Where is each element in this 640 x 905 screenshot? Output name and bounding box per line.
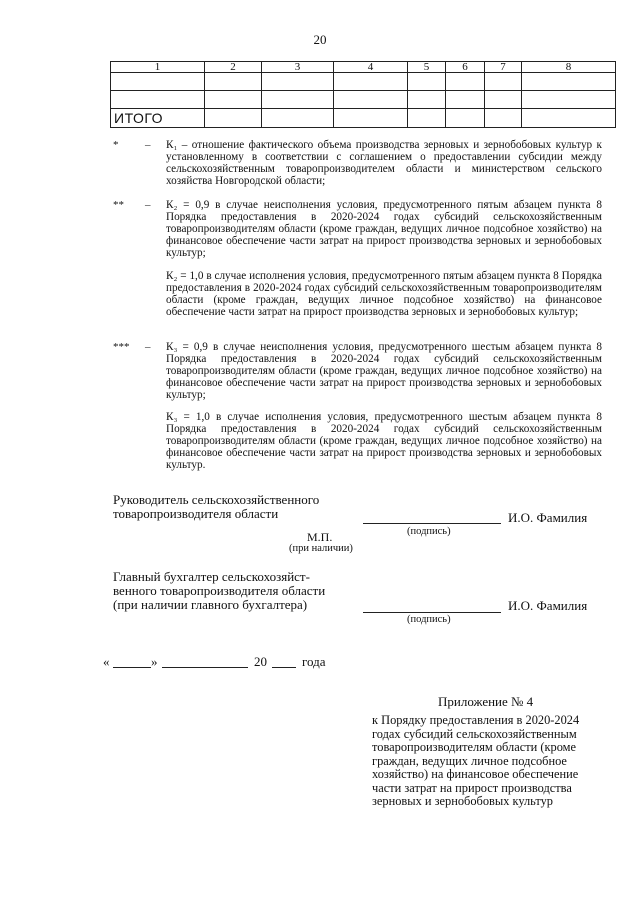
date-year-prefix: 20 (254, 654, 267, 669)
head-signature-line (363, 523, 501, 524)
head-signature-caption: (подпись) (407, 526, 451, 537)
column-header: 8 (522, 62, 616, 73)
stamp-note: (при наличии) (289, 543, 353, 554)
date-day-blank (113, 667, 151, 668)
appendix-title: Приложение № 4 (438, 694, 534, 709)
date-year-suffix: года (302, 654, 326, 669)
head-title: Руководитель сельскохозяйственного товаропроизводителя области (113, 492, 320, 521)
data-table (110, 61, 616, 128)
appendix-body: к Порядку предоставления в 2020-2024 годах субсидий сельскохозяйственным товаропроизводителям области (кроме граждан, ведущих личное подсобное хозяйство) на финансовое обеспечение части затрат на прирост производства зерновых и зернобобовых культур (372, 713, 580, 808)
total-label: ИТОГО (111, 109, 205, 128)
footnote-text: К₂ = 1,0 в случае исполнения условия, предусмотренного пятым абзацем пункта 8 Порядка предоставления в 2020-2024 годах субсидий сельскохозяйственным товаропроизводителям области (кроме граждан, ведущих личное подсобное хозяйство) на финансовое обеспечение части затрат на прирост производства зерновых и зернобобовых культур; (166, 270, 602, 318)
column-header: 7 (485, 62, 522, 73)
footnote-dash: – (145, 199, 151, 211)
footnote-text: К₁ – отношение фактического объема производства зерновых и зернобобовых культур к установленному в соответствии с соглашением о предоставлении субсидии между сельскохозяйственным товаропроизводителем области и министерством сельского хозяйства Новгородской области; (166, 139, 602, 187)
footnote-text: К₃ = 1,0 в случае исполнения условия, предусмотренного шестым абзацем пункта 8 Порядка предоставления в 2020-2024 годах субсидий сельскохозяйственным товаропроизводителям области (кроме граждан, ведущих личное подсобное хозяйство) на финансовое обеспечение части затрат на прирост производства зерновых и зернобобовых культур. (166, 411, 602, 471)
table-header-row (111, 62, 616, 73)
column-header: 5 (408, 62, 446, 73)
footnote-mark: * (113, 139, 119, 151)
accountant-signature-line (363, 612, 501, 613)
accountant-title: Главный бухгалтер сельскохозяйст- венного товаропроизводителя области (при наличии главного бухгалтера) (113, 569, 326, 612)
column-header: 3 (262, 62, 334, 73)
footnote-dash: – (145, 341, 151, 353)
column-header: 1 (111, 62, 205, 73)
date-month-blank (162, 667, 248, 668)
table-row (111, 91, 616, 109)
table-row (111, 73, 616, 91)
footnote-mark: *** (113, 341, 130, 353)
date-close-quote: » (151, 654, 158, 669)
accountant-name: И.О. Фамилия (508, 598, 588, 613)
column-header: 4 (334, 62, 408, 73)
footnote-text: К₃ = 0,9 в случае неисполнения условия, предусмотренного шестым абзацем пункта 8 Порядка предоставления в 2020-2024 годах субсидий сельскохозяйственным товаропроизводителям области (кроме граждан, ведущих личное подсобное хозяйство) на финансовое обеспечение части затрат на прирост производства зерновых и зернобобовых культур; (166, 341, 602, 401)
column-header: 2 (205, 62, 262, 73)
footnote-mark: ** (113, 199, 124, 211)
table-total-row (111, 109, 616, 128)
column-header: 6 (446, 62, 485, 73)
date-open-quote: « (103, 654, 110, 669)
footnote-dash: – (145, 139, 151, 151)
stamp-label: М.П. (307, 530, 333, 544)
date-year-blank (272, 667, 296, 668)
accountant-signature-caption: (подпись) (407, 614, 451, 625)
head-name: И.О. Фамилия (508, 510, 588, 525)
page-number: 20 (313, 32, 327, 47)
footnote-text: К₂ = 0,9 в случае неисполнения условия, предусмотренного пятым абзацем пункта 8 Порядка предоставления в 2020-2024 годах субсидий сельскохозяйственным товаропроизводителям области (кроме граждан, ведущих личное подсобное хозяйство) на финансовое обеспечение части затрат на прирост производства зерновых и зернобобовых культур; (166, 199, 602, 259)
